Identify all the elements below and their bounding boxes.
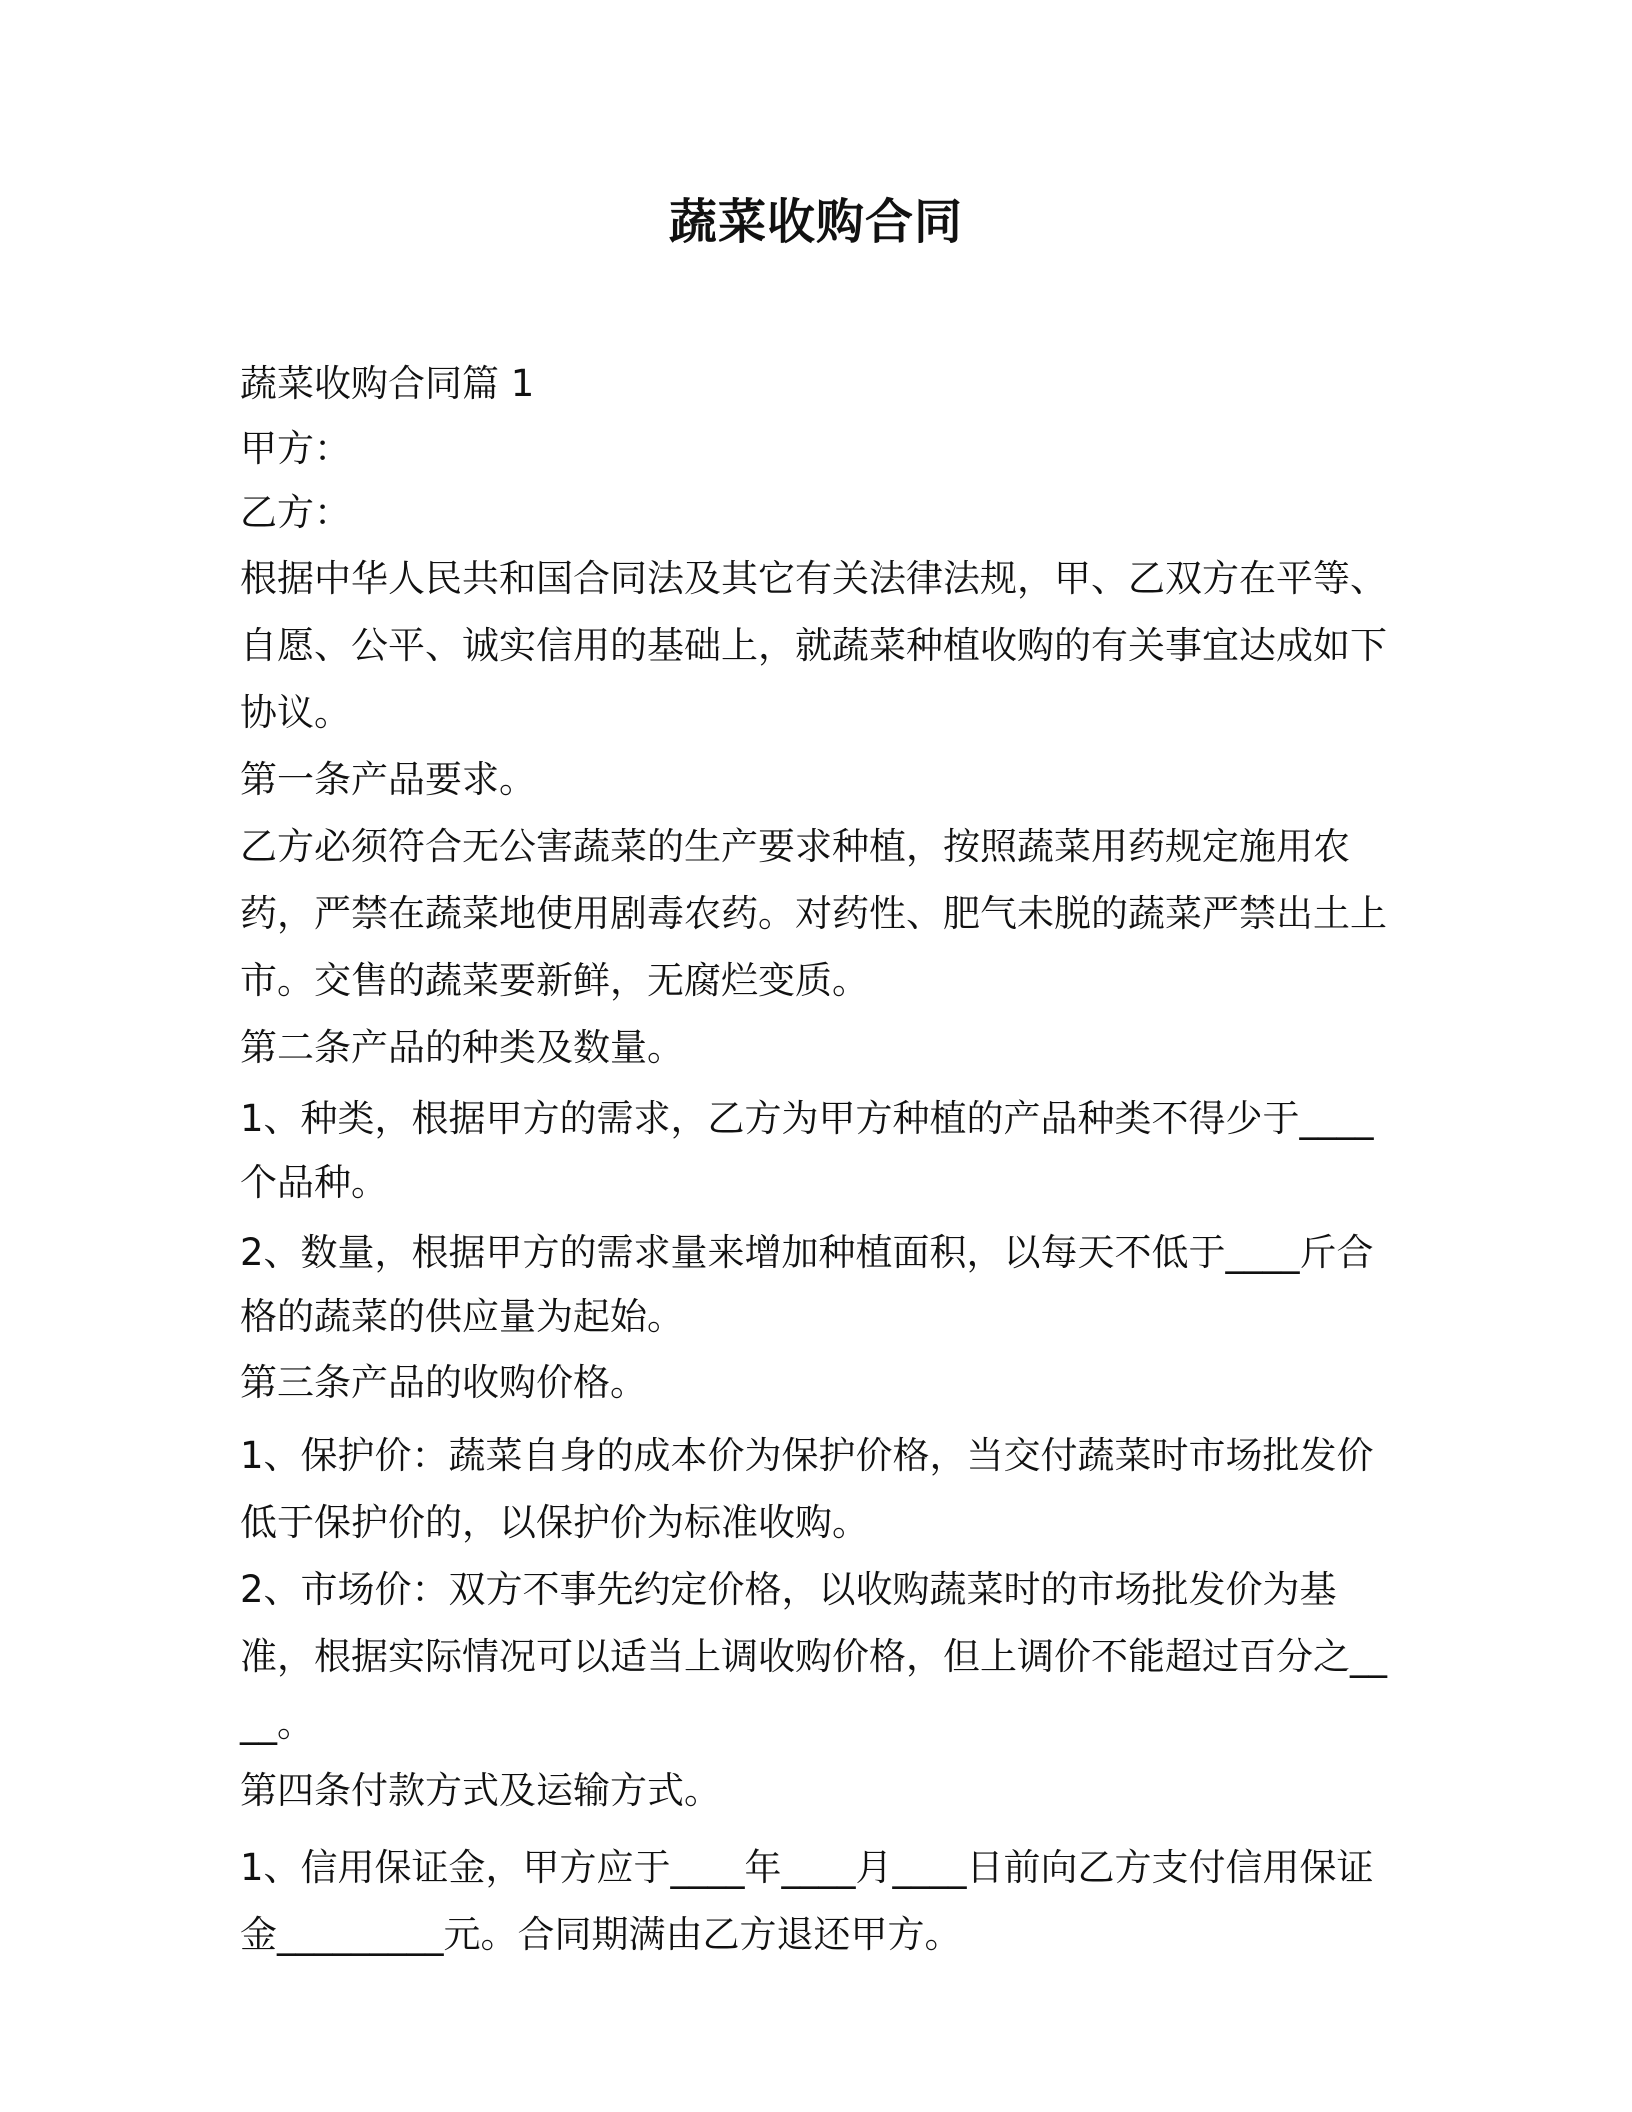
article-3-title: 第三条产品的收购价格。 — [240, 1361, 647, 1404]
document-title: 蔬菜收购合同 — [668, 194, 963, 250]
article-2-item-1: 1、种类，根据甲方的需求，乙方为甲方种植的产品种类不得少于____个品种。 — [240, 1097, 1374, 1204]
article-2-title: 第二条产品的种类及数量。 — [240, 1026, 684, 1069]
party-b-label: 乙方： — [240, 491, 351, 534]
section-heading: 蔬菜收购合同篇 1 — [240, 362, 535, 405]
article-3-item-2: 2、市场价：双方不事先约定价格，以收购蔬菜时的市场批发价为基准，根据实际情况可以适当上调收购价格，但上调价不能超过百分之____。 — [240, 1568, 1387, 1745]
preamble-paragraph: 根据中华人民共和国合同法及其它有关法律法规，甲、乙双方在平等、自愿、公平、诚实信用的基础上，就蔬菜种植收购的有关事宜达成如下协议。 — [240, 557, 1387, 734]
article-2-item-2: 2、数量，根据甲方的需求量来增加种植面积，以每天不低于____斤合格的蔬菜的供应量为起始。 — [240, 1231, 1374, 1338]
article-1-title: 第一条产品要求。 — [240, 758, 536, 801]
article-4-item-1: 1、信用保证金，甲方应于____年____月____日前向乙方支付信用保证金_________元。合同期满由乙方退还甲方。 — [240, 1846, 1374, 1956]
party-a-label: 甲方： — [240, 427, 351, 470]
article-4-title: 第四条付款方式及运输方式。 — [240, 1769, 721, 1812]
article-3-item-1: 1、保护价：蔬菜自身的成本价为保护价格，当交付蔬菜时市场批发价低于保护价的，以保护价为标准收购。 — [240, 1434, 1374, 1544]
article-1-body: 乙方必须符合无公害蔬菜的生产要求种植，按照蔬菜用药规定施用农药，严禁在蔬菜地使用剧毒农药。对药性、肥气未脱的蔬菜严禁出土上市。交售的蔬菜要新鲜，无腐烂变质。 — [240, 825, 1387, 1002]
document-body — [240, 350, 1400, 1968]
